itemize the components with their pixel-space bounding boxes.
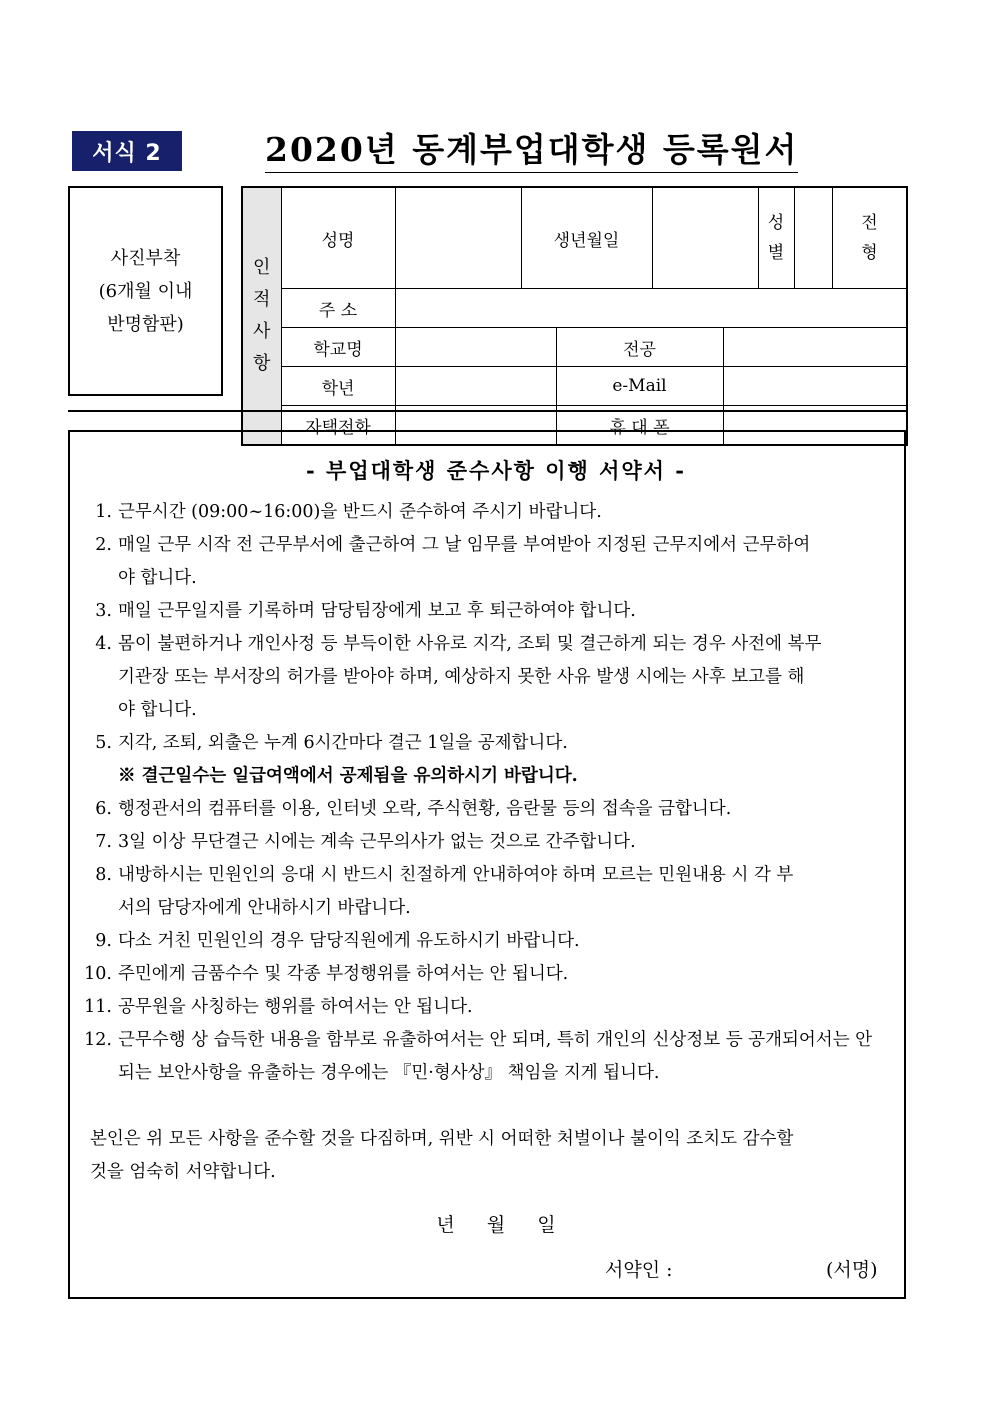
pledge-item-4-cont: 기관장 또는 부서장의 허가를 받아야 하며, 예상하지 못한 사유 발생 시에는 사후 보고를 해 [118,667,805,687]
pledge-item-8-cont: 서의 담당자에게 안내하시기 바랍니다. [118,898,411,918]
pledge-closing-line2: 것을 엄숙히 서약합니다. [90,1162,276,1182]
signer-label: 서약인 : [605,1259,673,1281]
gender-label: 성 별 [758,187,794,289]
track-label: 전 형 [832,187,907,289]
signature-field[interactable]: (서명) [826,1259,878,1281]
pledge-item-7: 7. 3일 이상 무단결근 시에는 계속 근무의사가 없는 것으로 간주합니다. [95,832,636,852]
pledge-item-5: 5. 지각, 조퇴, 외출은 누계 6시간마다 결근 1일을 공제합니다. [95,733,568,753]
email-field[interactable] [723,367,907,406]
photo-period-note: (6개월 이내 [98,280,193,302]
gender-field[interactable] [794,187,832,289]
pledge-closing-line1: 본인은 위 모든 사항을 준수할 것을 다짐하며, 위반 시 어떠한 처벌이나 불이익 조치도 감수할 [90,1129,794,1149]
address-label: 주 소 [281,289,395,328]
birthdate-field[interactable] [652,187,758,289]
grade-label: 학년 [281,367,395,406]
pledge-item-6: 6. 행정관서의 컴퓨터를 이용, 인터넷 오락, 주식현황, 음란물 등의 접속을 금합니다. [95,799,732,819]
email-label: e-Mail [556,367,723,406]
pledge-item-11: 11. 공무원을 사칭하는 행위를 하여서는 안 됩니다. [84,997,473,1017]
document-title: 2020년 동계부업대학생 등록원서 [265,128,798,173]
major-field[interactable] [723,328,907,367]
address-field[interactable] [395,289,907,328]
birthdate-label: 생년월일 [521,187,652,289]
pledge-item-2-cont: 야 합니다. [118,568,197,588]
school-label: 학교명 [281,328,395,367]
pledge-item-4: 4. 몸이 불편하거나 개인사정 등 부득이한 사유로 지각, 조퇴 및 결근하게 되는 경우 사전에 복무 [95,634,822,654]
pledge-date-field[interactable]: 년 월 일 [436,1214,556,1236]
pledge-item-5-note: ※ 결근일수는 일급여액에서 공제됨을 유의하시기 바랍니다. [118,766,578,786]
name-label: 성명 [281,187,395,289]
major-label: 전공 [556,328,723,367]
photo-label: 사진부착 [110,247,181,269]
photo-attach-box[interactable] [68,186,223,396]
pledge-item-2: 2. 매일 근무 시작 전 근무부서에 출근하여 그 날 임무를 부여받아 지정된 근무지에서 근무하여 [95,535,811,555]
mobile-label: 휴 대 폰 [556,406,723,446]
pledge-item-3: 3. 매일 근무일지를 기록하며 담당팀장에게 보고 후 퇴근하여야 합니다. [95,601,636,621]
photo-size-note: 반명함판) [107,313,184,335]
school-field[interactable] [395,328,556,367]
pledge-item-12-cont: 되는 보안사항을 유출하는 경우에는 『민·형사상』 책임을 지게 됩니다. [118,1063,660,1083]
pledge-item-12: 12. 근무수행 상 습득한 내용을 함부로 유출하여서는 안 되며, 특히 개인의 신상정보 등 공개되어서는 안 [84,1030,873,1050]
pledge-item-9: 9. 다소 거친 민원인의 경우 담당직원에게 유도하시기 바랍니다. [95,931,580,951]
personal-info-table [241,186,908,446]
pledge-item-4-cont2: 야 합니다. [118,700,197,720]
pledge-title: - 부업대학생 준수사항 이행 서약서 - [306,458,686,483]
form-number-badge: 서식 2 [72,131,182,171]
pledge-item-1: 1. 근무시간 (09:00~16:00)을 반드시 준수하여 주시기 바랍니다. [95,502,602,522]
personal-info-section-label: 인 적 사 항 [242,187,281,445]
grade-field[interactable] [395,367,556,406]
pledge-item-8: 8. 내방하시는 민원인의 응대 시 반드시 친절하게 안내하여야 하며 모르는 민원내용 시 각 부 [95,865,794,885]
section-divider [68,410,906,412]
name-field[interactable] [395,187,521,289]
home-phone-label: 자택전화 [281,406,395,446]
pledge-item-10: 10. 주민에게 금품수수 및 각종 부정행위를 하여서는 안 됩니다. [84,964,569,984]
